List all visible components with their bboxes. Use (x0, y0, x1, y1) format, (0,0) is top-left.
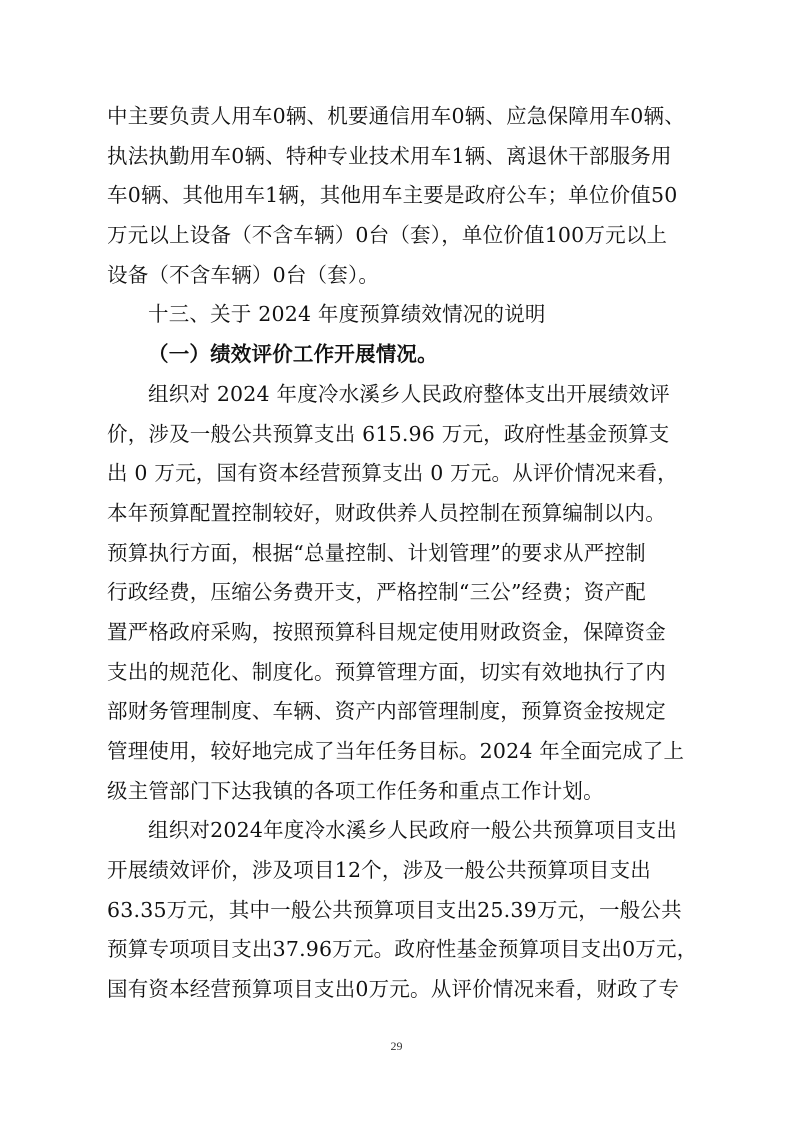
text-line: 车0辆、其他用车1辆，其他用车主要是政府公车；单位价值50 (107, 183, 678, 208)
subsection-heading-13-1: （一）绩效评价工作开展情况。 (148, 342, 438, 367)
section-heading-13: 十三、关于 2024 年度预算绩效情况的说明 (148, 302, 546, 327)
text-line: 预算专项项目支出37.96万元。政府性基金预算项目支出0万元， (107, 937, 698, 962)
text-line: 管理使用，较好地完成了当年任务目标。2024 年全面完成了上 (107, 739, 685, 763)
text-line: 置严格政府采购，按照预算科目规定使用财政资金，保障资金 (107, 619, 666, 644)
text-line: 执法执勤用车0辆、特种专业技术用车1辆、离退休干部服务用 (107, 143, 672, 168)
paragraph-project-evaluation (107, 811, 698, 1009)
text-line: 中主要负责人用车0辆、机要通信用车0辆、应急保障用车0辆、 (107, 104, 685, 128)
document-body (107, 97, 698, 1010)
text-line: 支出的规范化、制度化。预算管理方面，切实有效地执行了内 (107, 659, 666, 684)
paragraph-vehicles (107, 97, 687, 295)
text-line: 价，涉及一般公共预算支出 615.96 万元，政府性基金预算支 (107, 421, 670, 446)
text-line: 级主管部门下达我镇的各项工作任务和重点工作计划。 (107, 778, 604, 803)
text-line: 组织对2024年度冷水溪乡人民政府一般公共预算项目支出 (148, 818, 678, 843)
text-line: 预算执行方面，根据“总量控制、计划管理”的要求从严控制 (107, 540, 646, 565)
text-line: 行政经费，压缩公务费开支，严格控制“三公”经费；资产配 (107, 580, 646, 605)
text-line: 组织对 2024 年度冷水溪乡人民政府整体支出开展绩效评 (148, 381, 670, 406)
text-line: 出 0 万元，国有资本经营预算支出 0 万元。从评价情况来看， (107, 461, 678, 486)
text-line: 设备（不含车辆）0台（套）。 (107, 262, 380, 287)
text-line: 63.35万元，其中一般公共预算项目支出25.39万元，一般公共 (107, 897, 682, 922)
page-number: 29 (390, 1039, 403, 1053)
text-line: 国有资本经营预算项目支出0万元。从评价情况来看，财政了专 (107, 977, 680, 1002)
text-line: 开展绩效评价，涉及项目12个，涉及一般公共预算项目支出 (107, 858, 651, 883)
text-line: 万元以上设备（不含车辆）0台（套），单位价值100万元以上 (107, 223, 668, 248)
text-line: 部财务管理制度、车辆、资产内部管理制度，预算资金按规定 (107, 699, 666, 724)
paragraph-overall-evaluation (107, 375, 687, 812)
text-line: 本年预算配置控制较好，财政供养人员控制在预算编制以内。 (107, 500, 666, 525)
